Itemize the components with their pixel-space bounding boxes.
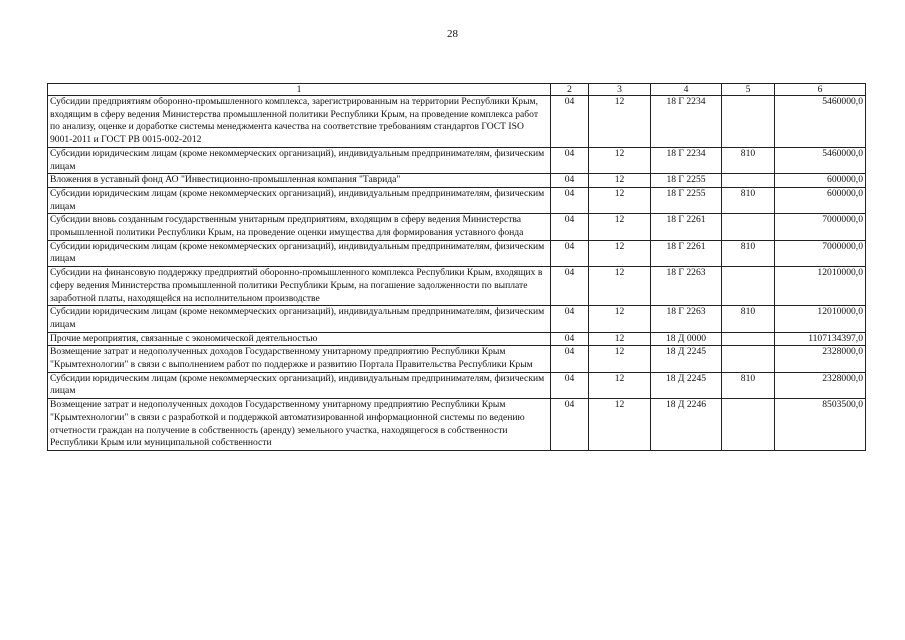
subsection-code-cell: 12	[589, 399, 651, 451]
amount-cell: 1107134397,0	[775, 332, 866, 346]
target-item-cell: 18 Д 2246	[651, 399, 722, 451]
description-cell: Субсидии юридическим лицам (кроме некоммерческих организаций), индивидуальным предпринимателям, физическим лицам	[48, 372, 551, 398]
amount-cell: 600000,0	[775, 187, 866, 213]
target-item-cell: 18 Г 2234	[651, 147, 722, 173]
amount-cell: 2328000,0	[775, 346, 866, 372]
table-row	[48, 372, 866, 398]
table-row	[48, 267, 866, 306]
amount-cell: 7000000,0	[775, 214, 866, 240]
expense-type-cell: 810	[722, 147, 775, 173]
target-item-cell: 18 Г 2261	[651, 214, 722, 240]
description-cell: Субсидии на финансовую поддержку предприятий оборонно-промышленного комплекса Республики Крым, входящих в сферу ведения Министерства промышленной политики Республики Крым, на погашение задолженности по выплате заработной платы, находящейся на исполнительном производстве	[48, 267, 551, 306]
description-cell: Субсидии юридическим лицам (кроме некоммерческих организаций), индивидуальным предпринимателям, физическим лицам	[48, 306, 551, 332]
target-item-cell: 18 Г 2263	[651, 306, 722, 332]
description-cell: Прочие мероприятия, связанные с экономической деятельностью	[48, 332, 551, 346]
amount-cell: 600000,0	[775, 174, 866, 188]
expense-type-cell	[722, 96, 775, 148]
section-code-cell: 04	[551, 372, 589, 398]
target-item-cell: 18 Г 2255	[651, 174, 722, 188]
subsection-code-cell: 12	[589, 187, 651, 213]
subsection-code-cell: 12	[589, 96, 651, 148]
target-item-cell: 18 Д 2245	[651, 346, 722, 372]
table-row	[48, 187, 866, 213]
table-row	[48, 240, 866, 266]
section-code-cell: 04	[551, 96, 589, 148]
expense-type-cell	[722, 214, 775, 240]
section-code-cell: 04	[551, 214, 589, 240]
section-code-cell: 04	[551, 267, 589, 306]
table-row	[48, 399, 866, 451]
amount-cell: 2328000,0	[775, 372, 866, 398]
subsection-code-cell: 12	[589, 346, 651, 372]
expense-type-cell: 810	[722, 372, 775, 398]
table-row	[48, 96, 866, 148]
subsection-code-cell: 12	[589, 240, 651, 266]
expense-type-cell: 810	[722, 306, 775, 332]
table-row	[48, 147, 866, 173]
description-cell: Субсидии юридическим лицам (кроме некоммерческих организаций), индивидуальным предпринимателям, физическим лицам	[48, 147, 551, 173]
header-cell-section: 2	[551, 84, 589, 96]
expense-type-cell	[722, 346, 775, 372]
header-cell-subsection: 3	[589, 84, 651, 96]
amount-cell: 5460000,0	[775, 147, 866, 173]
description-cell: Вложения в уставный фонд АО "Инвестиционно-промышленная компания "Таврида"	[48, 174, 551, 188]
subsection-code-cell: 12	[589, 372, 651, 398]
header-cell-amount: 6	[775, 84, 866, 96]
description-cell: Субсидии предприятиям оборонно-промышленного комплекса, зарегистрированным на территории Республики Крым, входящим в сферу ведения Министерства промышленной политики Республики Крым, на проведение комплекса работ по анализу, оценке и доработке системы менеджмента качества на соответствие требованиям стандартов ГОСТ ISO 9001-2011 и ГОСТ РВ 0015-002-2012	[48, 96, 551, 148]
table-row	[48, 214, 866, 240]
expense-type-cell	[722, 267, 775, 306]
expense-type-cell: 810	[722, 187, 775, 213]
subsection-code-cell: 12	[589, 332, 651, 346]
table-row	[48, 332, 866, 346]
section-code-cell: 04	[551, 240, 589, 266]
amount-cell: 5460000,0	[775, 96, 866, 148]
amount-cell: 8503500,0	[775, 399, 866, 451]
subsection-code-cell: 12	[589, 267, 651, 306]
section-code-cell: 04	[551, 174, 589, 188]
description-cell: Субсидии вновь созданным государственным унитарным предприятиям, входящим в сферу ведения Министерства промышленной политики Республики Крым, на проведение оценки имущества для формирования уставного фонда	[48, 214, 551, 240]
expense-type-cell	[722, 174, 775, 188]
page-number: 28	[447, 28, 458, 40]
subsection-code-cell: 12	[589, 214, 651, 240]
target-item-cell: 18 Г 2234	[651, 96, 722, 148]
expense-type-cell: 810	[722, 240, 775, 266]
table-row	[48, 174, 866, 188]
description-cell: Субсидии юридическим лицам (кроме некоммерческих организаций), индивидуальным предпринимателям, физическим лицам	[48, 240, 551, 266]
target-item-cell: 18 Г 2255	[651, 187, 722, 213]
header-cell-target-item: 4	[651, 84, 722, 96]
table-row	[48, 346, 866, 372]
amount-cell: 12010000,0	[775, 306, 866, 332]
header-cell-name: 1	[48, 84, 551, 96]
amount-cell: 7000000,0	[775, 240, 866, 266]
section-code-cell: 04	[551, 399, 589, 451]
header-cell-expense-type: 5	[722, 84, 775, 96]
target-item-cell: 18 Д 2245	[651, 372, 722, 398]
section-code-cell: 04	[551, 187, 589, 213]
section-code-cell: 04	[551, 147, 589, 173]
target-item-cell: 18 Д 0000	[651, 332, 722, 346]
subsection-code-cell: 12	[589, 306, 651, 332]
target-item-cell: 18 Г 2263	[651, 267, 722, 306]
description-cell: Возмещение затрат и недополученных доходов Государственному унитарному предприятию Республики Крым "Крымтехнологии" в связи с выполнением работ по поддержке и развитию Портала Правительства Республики Крым	[48, 346, 551, 372]
target-item-cell: 18 Г 2261	[651, 240, 722, 266]
expense-type-cell	[722, 332, 775, 346]
amount-cell: 12010000,0	[775, 267, 866, 306]
section-code-cell: 04	[551, 306, 589, 332]
subsection-code-cell: 12	[589, 147, 651, 173]
budget-table	[47, 83, 866, 451]
expense-type-cell	[722, 399, 775, 451]
table-row	[48, 306, 866, 332]
header-row	[48, 84, 866, 96]
description-cell: Возмещение затрат и недополученных доходов Государственному унитарному предприятию Республики Крым "Крымтехнологии" в связи с разработкой и поддержкой автоматизированной информационной системы по ведению отчетности граждан на получение в собственность (аренду) земельного участка, находящегося в собственности Республики Крым или муниципальной собственности	[48, 399, 551, 451]
description-cell: Субсидии юридическим лицам (кроме некоммерческих организаций), индивидуальным предпринимателям, физическим лицам	[48, 187, 551, 213]
section-code-cell: 04	[551, 332, 589, 346]
subsection-code-cell: 12	[589, 174, 651, 188]
section-code-cell: 04	[551, 346, 589, 372]
